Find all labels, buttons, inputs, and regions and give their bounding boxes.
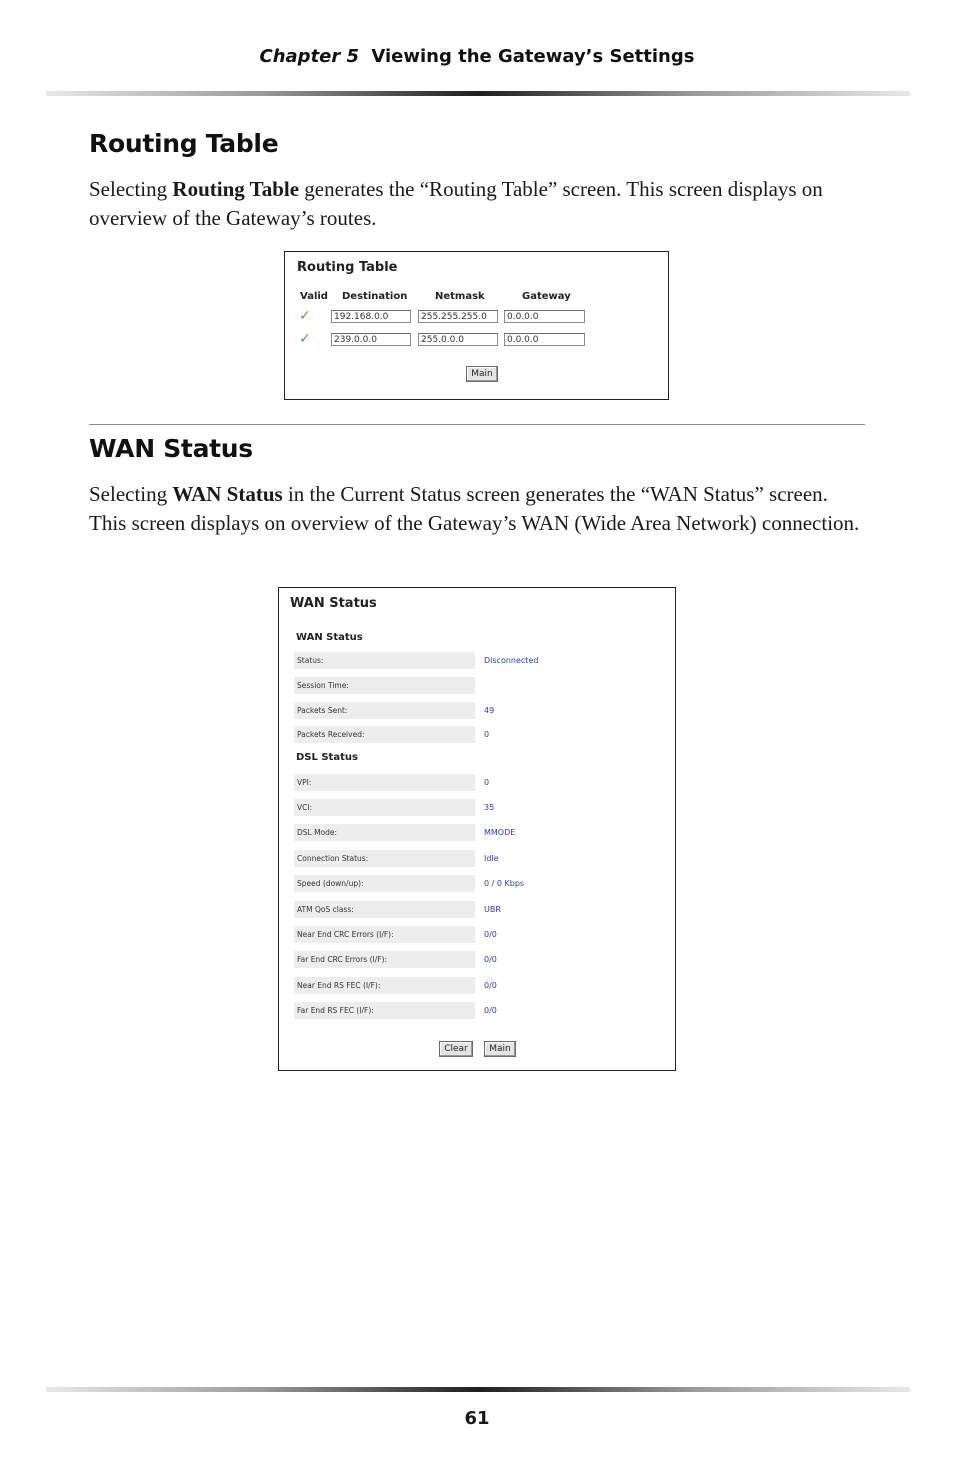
packets-received-label: Packets Received: xyxy=(294,726,475,743)
far-end-crc-value: 0/0 xyxy=(484,955,497,964)
header-rule xyxy=(46,91,910,96)
column-header-netmask: Netmask xyxy=(435,291,485,302)
section-heading-routing-table: Routing Table xyxy=(89,129,279,158)
connection-status-value: Idle xyxy=(484,854,499,863)
status-value: Disconnected xyxy=(484,656,539,665)
section-heading-wan-status: WAN Status xyxy=(89,434,253,463)
netmask-field[interactable]: 255.255.255.0 xyxy=(418,310,498,323)
near-end-rs-fec-label: Near End RS FEC (I/F): xyxy=(294,977,475,994)
packets-received-value: 0 xyxy=(484,730,490,739)
vpi-label: VPI: xyxy=(294,774,475,791)
dsl-mode-value: MMODE xyxy=(484,828,516,837)
main-button[interactable]: Main xyxy=(484,1041,516,1057)
near-end-rs-fec-value: 0/0 xyxy=(484,981,497,990)
wan-status-screenshot xyxy=(278,587,676,1071)
column-header-gateway: Gateway xyxy=(522,291,571,302)
dsl-mode-label: DSL Mode: xyxy=(294,824,475,841)
routing-table-paragraph: Selecting Routing Table generates the “Routing Table” screen. This screen displays on overview of the Gateway’s routes. xyxy=(89,177,823,230)
page-number: 61 xyxy=(464,1408,490,1429)
column-header-destination: Destination xyxy=(342,291,408,302)
wan-status-screen-title: WAN Status xyxy=(290,596,377,611)
wan-status-paragraph: Selecting WAN Status in the Current Status screen generates the “WAN Status” screen. This screen displays on overview of the Gateway’s WAN (Wide Area Network) connection. xyxy=(89,482,860,535)
running-header xyxy=(0,46,954,67)
column-header-valid: Valid xyxy=(300,291,328,302)
chapter-title: Viewing the Gateway’s Settings xyxy=(371,46,695,67)
wan-status-subheading: WAN Status xyxy=(296,632,363,643)
gateway-field[interactable]: 0.0.0.0 xyxy=(504,310,585,323)
speed-label: Speed (down/up): xyxy=(294,875,475,892)
near-end-crc-value: 0/0 xyxy=(484,930,497,939)
status-label: Status: xyxy=(294,652,475,669)
packets-sent-label: Packets Sent: xyxy=(294,702,475,719)
far-end-rs-fec-label: Far End RS FEC (I/F): xyxy=(294,1002,475,1019)
routing-table-screenshot xyxy=(284,251,669,400)
atm-qos-label: ATM QoS class: xyxy=(294,901,475,918)
destination-field[interactable]: 192.168.0.0 xyxy=(331,310,411,323)
netmask-field[interactable]: 255.0.0.0 xyxy=(418,333,498,346)
valid-check-icon: ✓ xyxy=(299,331,311,347)
footer-rule xyxy=(46,1387,910,1392)
packets-sent-value: 49 xyxy=(484,706,495,715)
vpi-value: 0 xyxy=(484,778,490,787)
atm-qos-value: UBR xyxy=(484,905,501,914)
connection-status-label: Connection Status: xyxy=(294,850,475,867)
vci-value: 35 xyxy=(484,803,495,812)
valid-check-icon: ✓ xyxy=(299,308,311,324)
far-end-crc-label: Far End CRC Errors (I/F): xyxy=(294,951,475,968)
session-time-label: Session Time: xyxy=(294,677,475,694)
near-end-crc-label: Near End CRC Errors (I/F): xyxy=(294,926,475,943)
gateway-field[interactable]: 0.0.0.0 xyxy=(504,333,585,346)
destination-field[interactable]: 239.0.0.0 xyxy=(331,333,411,346)
routing-table-screen-title: Routing Table xyxy=(297,260,398,275)
section-divider xyxy=(89,424,865,425)
speed-value: 0 / 0 Kbps xyxy=(484,879,525,888)
dsl-status-subheading: DSL Status xyxy=(296,752,358,763)
clear-button[interactable]: Clear xyxy=(439,1041,473,1057)
vci-label: VCI: xyxy=(294,799,475,816)
chapter-label: Chapter 5 xyxy=(259,46,360,67)
main-button[interactable]: Main xyxy=(466,366,498,382)
far-end-rs-fec-value: 0/0 xyxy=(484,1006,497,1015)
